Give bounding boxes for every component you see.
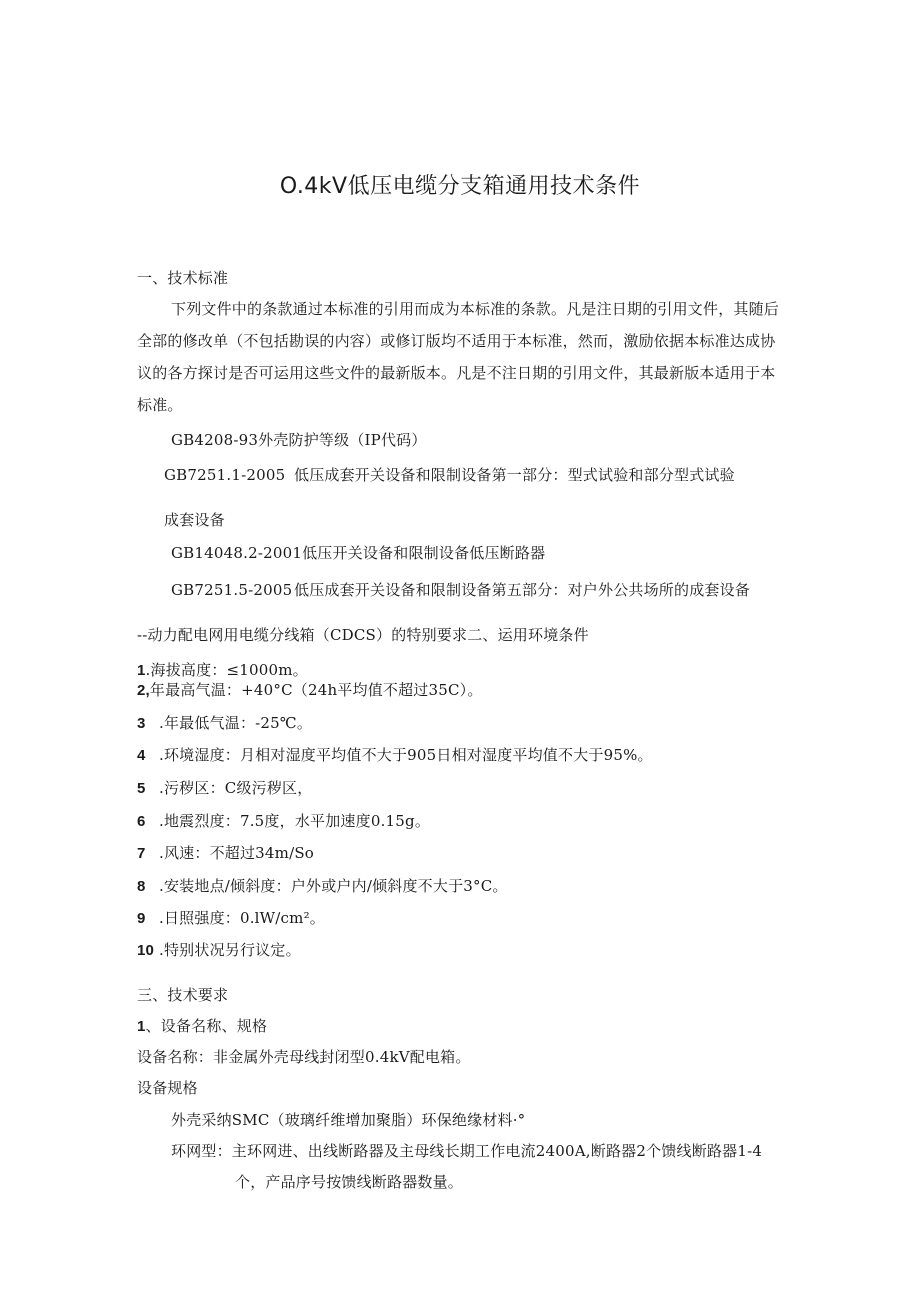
device-name: 设备名称：非金属外壳母线封闭型0.4kV配电箱。 (137, 1048, 471, 1066)
list-item-text: .特别状况另行议定。 (159, 941, 301, 959)
list-item-text: .环境湿度：月相对湿度平均值不大于905日相对湿度平均值不大于95%。 (159, 746, 653, 764)
standard-title: 低压成套开关设备和限制设备第一部分：型式试验和部分型式试验 (294, 466, 735, 484)
list-item-number: 4 (137, 747, 146, 764)
list-item (137, 713, 312, 734)
subsection-heading (137, 1016, 267, 1037)
standard-code: GB7251.1-2005 (164, 466, 286, 484)
list-item (137, 940, 301, 961)
list-item-number: 6 (137, 813, 146, 830)
ring-network-spec-continued: 个，产品序号按馈线断路器数量。 (235, 1173, 464, 1191)
list-item (137, 745, 653, 766)
list-item (137, 778, 312, 799)
section-1-heading: 一、技术标准 (137, 269, 229, 287)
list-item-number: 9 (137, 910, 146, 927)
standard-reference-and-section-2-heading: --动力配电网用电缆分线箱（CDCS）的特别要求二、运用环境条件 (137, 626, 589, 644)
list-item-text: .海拔高度：≤1000m。 (145, 661, 308, 679)
list-item-text: 年最高气温：+40°C（24h平均值不超过35C）。 (149, 681, 483, 699)
paragraph-line: 下列文件中的条款通过本标准的引用而成为本标准的条款。凡是注日期的引用文件，其随后 (171, 300, 780, 318)
ring-network-spec: 环网型：主环网进、出线断路器及主母线长期工作电流2400A,断路器2个馈线断路器1-4 (171, 1142, 763, 1160)
list-item-number: 7 (137, 845, 146, 862)
subsection-number: 1 (137, 1018, 146, 1035)
shell-spec: 外壳采纳SMC（玻璃纤维增加聚脂）环保绝缘材料·° (171, 1111, 526, 1129)
standard-title-continued: 成套设备 (164, 511, 225, 529)
list-item-number: 10 (137, 942, 155, 959)
device-spec-label: 设备规格 (137, 1079, 198, 1097)
standard-title: 低压成套开关设备和限制设备第五部分：对户外公共场所的成套设备 (294, 581, 751, 599)
paragraph-line: 全部的修改单（不包括勘误的内容）或修订版均不适用于本标准，然而，激励依据本标准达成协 (137, 332, 776, 350)
list-item-text: .年最低气温：-25℃。 (159, 714, 313, 732)
standard-reference: GB4208-93外壳防护等级（IP代码） (171, 431, 427, 449)
list-item (137, 843, 314, 864)
list-item-text: .地震烈度：7.5度，水平加速度0.15g。 (159, 812, 431, 830)
paragraph-line: 议的各方探讨是否可运用这些文件的最新版本。凡是不注日期的引用文件，其最新版本适用于本 (137, 364, 776, 382)
section-3-heading: 三、技术要求 (137, 986, 229, 1004)
list-item (137, 680, 483, 701)
list-item-number: 5 (137, 780, 146, 797)
paragraph-line: 标准。 (137, 396, 183, 414)
list-item (137, 876, 508, 897)
list-item (137, 908, 325, 929)
standard-code: GB7251.5-2005 (171, 581, 293, 599)
list-item-text: .污秽区：C级污秽区， (159, 779, 313, 797)
list-item-text: .日照强度：0.lW∕cm²。 (159, 909, 325, 927)
list-item-text: .风速：不超过34m∕So (159, 844, 315, 862)
list-item (137, 811, 430, 832)
list-item-number: 8 (137, 878, 146, 895)
subsection-title: 、设备名称、规格 (145, 1017, 268, 1035)
list-item (137, 660, 308, 681)
list-item-number: 1 (137, 662, 146, 679)
document-title: O.4kV低压电缆分支箱通用技术条件 (279, 174, 641, 199)
standard-reference: GB14048.2-2001低压开关设备和限制设备低压断路器 (171, 544, 546, 562)
list-item-number: 3 (137, 715, 146, 732)
list-item-number: 2, (137, 682, 150, 699)
list-item-text: .安装地点/倾斜度：户外或户内/倾斜度不大于3°C。 (159, 877, 508, 895)
